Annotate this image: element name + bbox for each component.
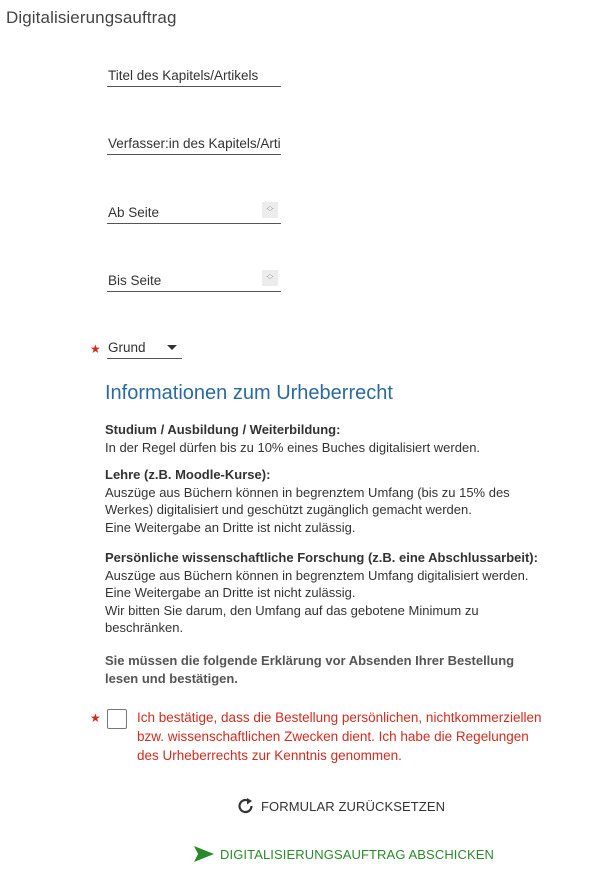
submit-order-label: DIGITALISIERUNGSAUFTRAG ABSCHICKEN: [220, 846, 495, 862]
info-line: Eine Weitergabe an Dritte ist nicht zulässig.: [105, 519, 356, 535]
info-line: Auszüge aus Büchern können in begrenztem Umfang digitalisiert werden.: [105, 567, 529, 583]
from-page-input[interactable]: [107, 202, 281, 223]
notice-line: Sie müssen die folgende Erklärung vor Absenden Ihrer Bestellung: [105, 653, 515, 668]
chapter-title-input[interactable]: [107, 65, 281, 86]
chevron-down-icon[interactable]: ﹀: [266, 277, 274, 284]
caret-down-icon: [167, 345, 177, 350]
consent-line: bzw. wissenschaftlichen Zwecken dient. Ich habe die Regelungen: [137, 729, 529, 744]
chapter-title-field[interactable]: [107, 65, 281, 87]
chevron-up-icon[interactable]: ︿: [266, 203, 274, 210]
required-star-icon: ★: [90, 711, 101, 725]
reset-form-label: FORMULAR ZURÜCKSETZEN: [261, 798, 446, 814]
reason-select-label: Grund: [108, 340, 146, 355]
confirmation-notice: [105, 652, 575, 687]
info-line: Wir bitten Sie darum, den Umfang auf das gebotene Minimum zu: [105, 602, 479, 618]
info-line: beschränken.: [105, 620, 184, 635]
info-section-title: Studium / Ausbildung / Weiterbildung:: [105, 422, 341, 437]
info-line: Eine Weitergabe an Dritte ist nicht zulässig.: [105, 585, 356, 600]
info-line: Auszüge aus Büchern können in begrenztem Umfang (bis zu 15% des: [105, 484, 510, 500]
copyright-heading: Informationen zum Urheberrecht: [105, 382, 393, 404]
send-icon: [193, 845, 215, 863]
to-page-input[interactable]: [107, 270, 281, 291]
from-page-field[interactable]: [107, 202, 281, 224]
refresh-icon: [236, 797, 256, 815]
chevron-down-icon[interactable]: ﹀: [266, 209, 274, 216]
info-section-study: [105, 421, 575, 456]
to-page-spinner[interactable]: [262, 270, 278, 286]
required-star-icon: ★: [90, 342, 101, 356]
info-section-title: Persönliche wissenschaftliche Forschung (z.B. eine Abschlussarbeit):: [105, 550, 538, 565]
chevron-up-icon[interactable]: ︿: [266, 271, 274, 278]
info-section-research: [105, 549, 575, 637]
info-line: Werkes) digitalisiert und geschützt zugänglich gemacht werden.: [105, 502, 472, 517]
reason-select[interactable]: [107, 337, 182, 359]
notice-line: lesen und bestätigen.: [105, 670, 238, 686]
info-section-title: Lehre (z.B. Moodle-Kurse):: [105, 467, 271, 482]
page-title: Digitalisierungsauftrag: [6, 8, 177, 27]
from-page-spinner[interactable]: [262, 202, 278, 218]
consent-checkbox[interactable]: [107, 709, 127, 729]
consent-label[interactable]: [137, 708, 567, 765]
consent-line: Ich bestätige, dass die Bestellung persönlichen, nichtkommerziellen: [137, 710, 542, 725]
chapter-author-input[interactable]: [107, 133, 281, 154]
info-section-teaching: [105, 466, 575, 536]
to-page-field[interactable]: [107, 270, 281, 292]
submit-order-button[interactable]: [193, 845, 494, 863]
reset-form-button[interactable]: [236, 797, 445, 815]
consent-line: des Urheberrechts zur Kenntnis genommen.: [137, 748, 402, 763]
chapter-author-field[interactable]: [107, 133, 281, 155]
info-line: In der Regel dürfen bis zu 10% eines Buches digitalisiert werden.: [105, 439, 481, 455]
